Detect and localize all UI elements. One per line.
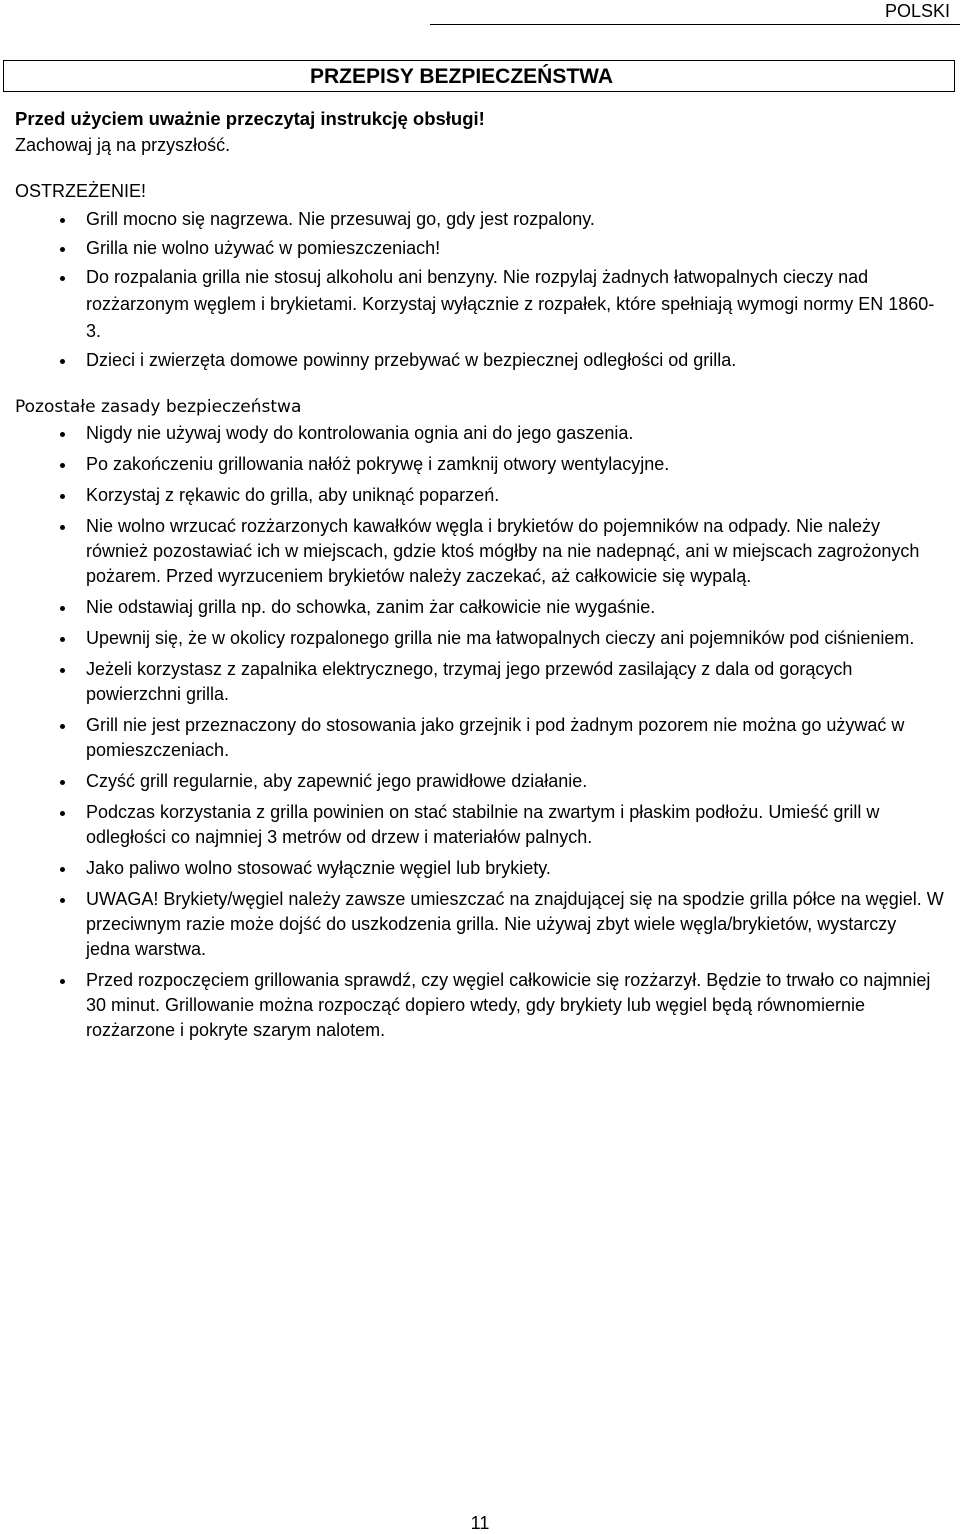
page-title: PRZEPISY BEZPIECZEŃSTWA [310,65,613,88]
title-box [3,60,955,92]
list-item: Upewnij się, że w okolicy rozpalonego grilla nie ma łatwopalnych cieczy ani pojemników pod ciśnieniem. [15,626,945,651]
list-item: Podczas korzystania z grilla powinien on stać stabilnie na zwartym i płaskim podłożu. Umieść grill w odległości co najmniej 3 metrów od drzew i materiałów palnych. [15,800,945,850]
list-item: Po zakończeniu grillowania nałóż pokrywę i zamknij otwory wentylacyjne. [15,452,945,477]
list-item: Grill nie jest przeznaczony do stosowania jako grzejnik i pod żadnym pozorem nie można go używać w pomieszczeniach. [15,713,945,763]
list-item: Przed rozpoczęciem grillowania sprawdź, czy węgiel całkowicie się rozżarzył. Będzie to trwało co najmniej 30 minut. Grillowanie można rozpocząć dopiero wtedy, gdy brykiety lub węgiel będą równomiernie rozżarzone i pokryte szarym nalotem. [15,968,945,1043]
list-item: Jako paliwo wolno stosować wyłącznie węgiel lub brykiety. [15,856,945,881]
warning-list [15,206,945,374]
list-item: Grill mocno się nagrzewa. Nie przesuwaj go, gdy jest rozpalony. [15,206,945,233]
list-item: Do rozpalania grilla nie stosuj alkoholu ani benzyny. Nie rozpylaj żadnych łatwopalnych cieczy nad rozżarzonym węglem i brykietami. Korzystaj wyłącznie z rozpałek, które spełniają wymogi normy EN 1860-3. [15,264,945,345]
list-item: Nie odstawiaj grilla np. do schowka, zanim żar całkowicie nie wygaśnie. [15,595,945,620]
language-label: POLSKI [884,1,950,21]
list-item: Jeżeli korzystasz z zapalnika elektrycznego, trzymaj jego przewód zasilający z dala od gorących powierzchni grilla. [15,657,945,707]
language-header [430,0,960,25]
list-item: Czyść grill regularnie, aby zapewnić jego prawidłowe działanie. [15,769,945,794]
list-item: Korzystaj z rękawic do grilla, aby uniknąć poparzeń. [15,483,945,508]
other-rules-heading: Pozostałe zasady bezpieczeństwa [15,397,302,417]
intro-line: Zachowaj ją na przyszłość. [15,135,231,155]
document-body [15,106,945,1049]
list-item: UWAGA! Brykiety/węgiel należy zawsze umieszczać na znajdującej się na spodzie grilla półce na węgiel. W przeciwnym razie może dojść do uszkodzenia grilla. Nie używaj zbyt wiele węgla/brykietów, wystarczy jedna warstwa. [15,887,945,962]
intro-bold-line: Przed użyciem uważnie przeczytaj instrukcję obsługi! [15,108,485,129]
page-number: 11 [470,1513,490,1533]
other-rules-list [15,421,945,1043]
list-item: Nigdy nie używaj wody do kontrolowania ognia ani do jego gaszenia. [15,421,945,446]
list-item: Nie wolno wrzucać rozżarzonych kawałków węgla i brykietów do pojemników na odpady. Nie należy również pozostawiać ich w miejscach, gdzie ktoś mógłby na nie nadepnąć, ani w miejscach zagrożonych pożarem. Przed wyrzuceniem brykietów należy zaczekać, aż całkowicie się wypalą. [15,514,945,589]
list-item: Dzieci i zwierzęta domowe powinny przebywać w bezpiecznej odległości od grilla. [15,347,945,374]
list-item: Grilla nie wolno używać w pomieszczeniach! [15,235,945,262]
warning-heading: OSTRZEŻENIE! [15,181,147,201]
